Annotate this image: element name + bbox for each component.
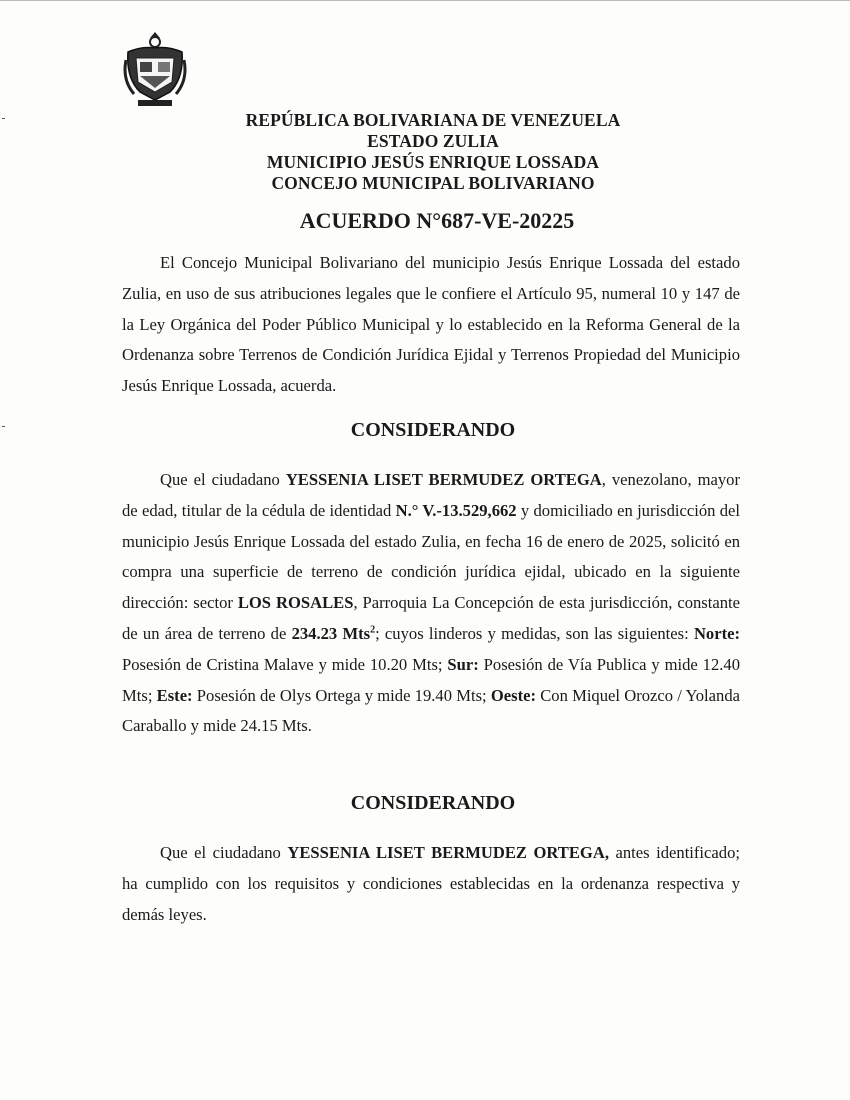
letterhead-line: ESTADO ZULIA [367, 131, 499, 151]
area-value [292, 624, 376, 643]
scan-mark [2, 426, 5, 427]
text-segment: Posesión de Cristina Malave y mide 10.20 Mts; [122, 654, 448, 674]
area-number: 234.23 Mts [291, 623, 371, 643]
id-number: N.° V.-13.529,662 [395, 500, 517, 520]
boundary-label: Oeste: [490, 685, 536, 705]
text-segment: Posesión de Vía Publica y mide 12.40 Mts; [122, 654, 740, 705]
letterhead-line: REPÚBLICA BOLIVARIANA DE VENEZUELA [245, 110, 621, 130]
citizen-name: YESSENIA LISET BERMUDEZ ORTEGA, [287, 843, 609, 862]
letterhead-line: CONCEJO MUNICIPAL BOLIVARIANO [271, 173, 595, 193]
citizen-name: YESSENIA LISET BERMUDEZ ORTEGA [285, 470, 602, 489]
sector-name: LOS ROSALES [237, 593, 354, 613]
text-segment: antes identificado; ha cumplido con los requisitos y condiciones establecidas en la ordenanza respectiva y demás leyes. [122, 843, 740, 924]
text-segment: , venezolano, mayor de edad, titular de la cédula de identidad [122, 470, 740, 520]
text-segment: Posesión de Olys Ortega y mide 19.40 Mts; [192, 685, 491, 705]
text-segment: , Parroquia La Concepción de esta jurisdicción, constante de un área de terreno de [122, 593, 740, 643]
text-segment: Con Miquel Orozco / Yolanda Caraballo y mide 24.15 Mts. [122, 685, 740, 736]
area-superscript: 2 [370, 624, 376, 636]
text-segment: Que el ciudadano [160, 470, 286, 489]
considerando-heading: CONSIDERANDO [350, 419, 516, 441]
letterhead [0, 110, 850, 194]
text-segment: Que el ciudadano [160, 843, 288, 862]
considerando-paragraph [122, 838, 740, 930]
text-segment: ; cuyos linderos y medidas, son las siguientes: [375, 623, 694, 643]
municipal-coat-of-arms-icon [122, 30, 188, 108]
document-title: ACUERDO N°687-VE-20225 [299, 208, 575, 233]
considerando-heading: CONSIDERANDO [350, 792, 516, 814]
text-segment: y domiciliado en jurisdicción del municipio Jesús Enrique Lossada del estado Zulia, en fecha 16 de enero de 2025, solicitó en compra una superficie de terreno de condición jurídica ejidal, ubicado en la siguiente dirección: sector [122, 500, 740, 613]
boundary-label: Sur: [447, 654, 479, 674]
boundary-label: Norte: [693, 623, 740, 643]
considerando-paragraph [122, 465, 740, 742]
intro-paragraph: El Concejo Municipal Bolivariano del municipio Jesús Enrique Lossada del estado Zulia, en uso de sus atribuciones legales que le confiere el Artículo 95, numeral 10 y 147 de la Ley Orgánica del Poder Público Municipal y lo establecido en la Reforma General de la Ordenanza sobre Terrenos de Condición Jurídica Ejidal y Terrenos Propiedad del Municipio Jesús Enrique Lossada, acuerda. [122, 253, 740, 396]
scan-top-edge [0, 0, 850, 1]
boundary-label: Este: [156, 685, 193, 705]
letterhead-line: MUNICIPIO JESÚS ENRIQUE LOSSADA [266, 152, 600, 172]
